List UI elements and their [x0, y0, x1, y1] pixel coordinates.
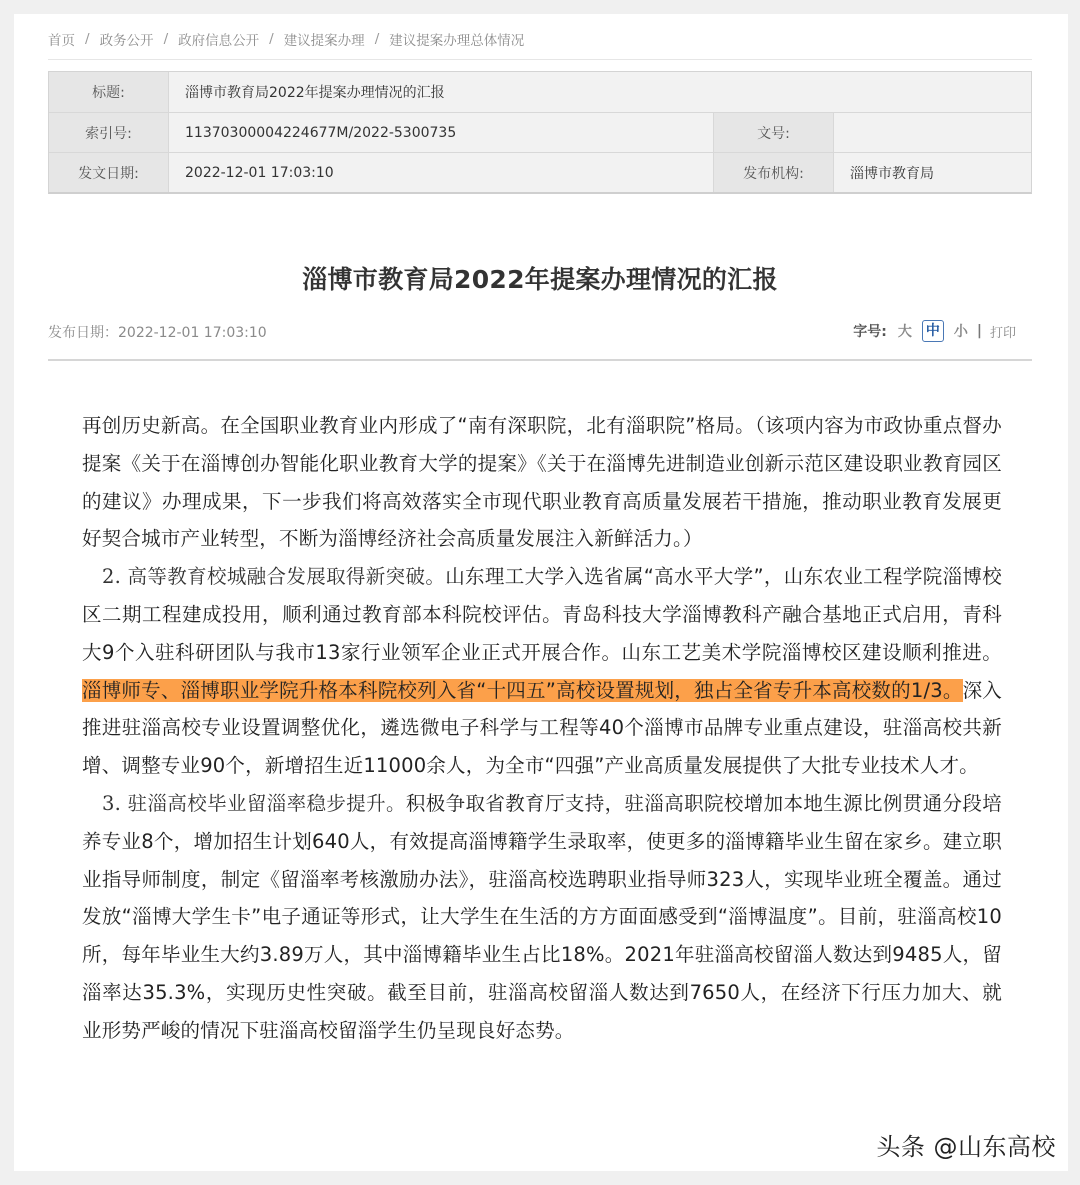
meta-date-value: 2022-12-01 17:03:10 [169, 153, 714, 192]
meta-row-index [49, 112, 1031, 152]
publish-date: 发布日期：2022-12-01 17:03:10 [48, 325, 267, 341]
paragraph-3 [82, 785, 1002, 1050]
font-size-medium-button[interactable]: 中 [922, 320, 944, 342]
font-size-controls [853, 320, 1016, 342]
meta-title-label: 标题: [49, 72, 169, 112]
meta-date-label: 发文日期: [49, 153, 169, 192]
paragraph-3-text: 积极争取省教育厅支持，驻淄高职院校增加本地生源比例贯通分段培养专业8个，增加招生计划640人，有效提高淄博籍学生录取率，使更多的淄博籍毕业生留在家乡。建立职业指导师制度，制定《留淄率考核激励办法》，驻淄高校选聘职业指导师323人，实现毕业班全覆盖。通过发放“淄博大学生卡”电子通证等形式，让大学生在生活的方方面面感受到“淄博温度”。目前，驻淄高校10所，每年毕业生大约3.89万人，其中淄博籍毕业生占比18%。2021年驻淄高校留淄人数达到9485人，留淄率达35.3%，实现历史性突破。截至目前，驻淄高校留淄人数达到7650人，在经济下行压力加大、就业形势严峻的情况下驻淄高校留淄学生仍呈现良好态势。 [82, 791, 1002, 1042]
breadcrumb-gov-info[interactable]: 政府信息公开 [178, 33, 260, 49]
paragraph-2-heading: 2. 高等教育校城融合发展取得新突破。 [102, 565, 446, 589]
font-size-label: 字号: [853, 324, 887, 340]
paragraph-1: 再创历史新高。在全国职业教育业内形成了“南有深职院，北有淄职院”格局。（该项内容为市政协重点督办提案《关于在淄博创办智能化职业教育大学的提案》《关于在淄博先进制造业创新示范区建设职业教育园区的建议》办理成果，下一步我们将高效落实全市现代职业教育高质量发展若干措施，推动职业教育发展更好契合城市产业转型，不断为淄博经济社会高质量发展注入新鲜活力。） [82, 414, 1002, 551]
font-size-small-button[interactable]: 小 [953, 324, 968, 340]
meta-org-label: 发布机构: [714, 153, 834, 192]
breadcrumb [48, 29, 524, 49]
page-title: 淄博市教育局2022年提案办理情况的汇报 [302, 265, 778, 294]
source-watermark: 头条 @山东高校 [876, 1133, 1056, 1161]
meta-org-value: 淄博市教育局 [834, 153, 1031, 192]
meta-index-label: 索引号: [49, 113, 169, 152]
breadcrumb-separator: / [269, 31, 274, 47]
breadcrumb-separator: / [85, 31, 90, 47]
breadcrumb-proposal-overview[interactable]: 建议提案办理总体情况 [389, 33, 525, 49]
font-size-large-button[interactable]: 大 [897, 324, 912, 340]
paragraph-3-heading: 3. 驻淄高校毕业留淄率稳步提升。 [102, 791, 406, 815]
document-meta-table [48, 71, 1032, 194]
paragraph-2-text-b: 深入推进驻淄高校专业设置调整优化，遴选微电子科学与工程等40个淄博市品牌专业重点建设，驻淄高校共新增、调整专业90个，新增招生近11000余人，为全市“四强”产业高质量发展提供了大批专业技术人才。 [82, 678, 1002, 778]
meta-index-value: 11370300004224677M/2022-5300735 [169, 113, 714, 152]
print-button[interactable]: 打印 [989, 325, 1016, 341]
meta-docno-value [834, 113, 1031, 152]
breadcrumb-home[interactable]: 首页 [48, 33, 75, 49]
title-divider [48, 359, 1032, 361]
breadcrumb-divider [48, 59, 1032, 60]
meta-docno-label: 文号: [714, 113, 834, 152]
breadcrumb-separator: / [374, 31, 380, 47]
font-size-separator: | [976, 323, 982, 339]
meta-title-value: 淄博市教育局2022年提案办理情况的汇报 [169, 72, 1031, 112]
breadcrumb-separator: / [163, 31, 169, 47]
article-body [82, 407, 1002, 1050]
highlighted-text: 淄博师专、淄博职业学院升格本科院校列入省“十四五”高校设置规划，独占全省专升本高校数的1/3。 [82, 678, 963, 702]
breadcrumb-gov-affairs[interactable]: 政务公开 [99, 33, 154, 49]
meta-row-title [49, 72, 1031, 112]
paragraph-2 [82, 558, 1002, 785]
paragraph-2-text-a: 山东理工大学入选省属“高水平大学”，山东农业工程学院淄博校区二期工程建成投用，顺利通过教育部本科院校评估。青岛科技大学淄博教科产融合基地正式启用，青科大9个入驻科研团队与我市13家行业领军企业正式开展合作。山东工艺美术学院淄博校区建设顺利推进。 [82, 565, 1002, 664]
meta-row-date [49, 152, 1031, 192]
breadcrumb-proposal-handling[interactable]: 建议提案办理 [283, 33, 365, 49]
